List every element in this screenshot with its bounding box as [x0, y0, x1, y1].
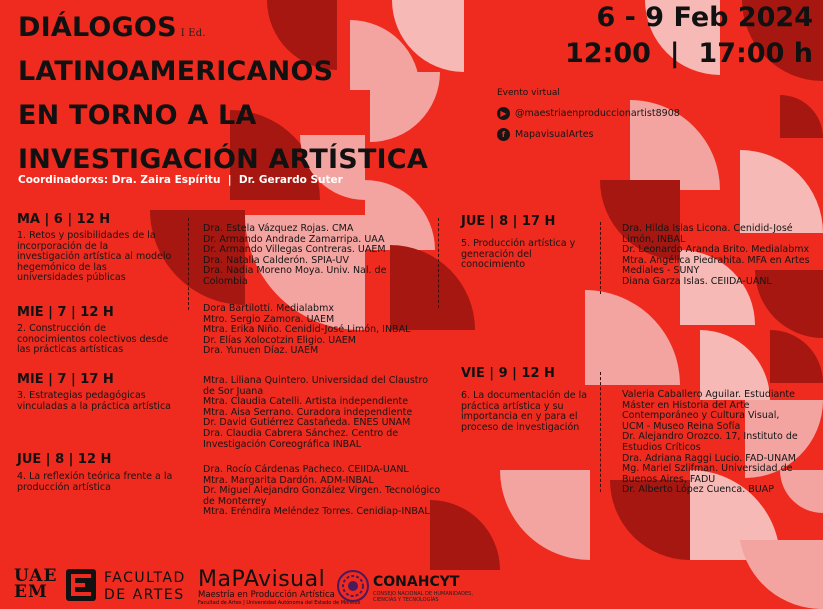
divider — [600, 222, 601, 294]
conahcyt-logo — [337, 570, 473, 606]
speaker: Dr. Armando Villegas Contreras. UAEM — [203, 244, 386, 256]
divider — [438, 218, 439, 308]
desc-line: 6. La documentación de la — [461, 390, 588, 401]
desc-line: práctica artística y su — [461, 400, 564, 412]
coordinators: Coordinadorxs: Dra. Zaira Espíritu | Dr. Gerardo Suter — [18, 174, 343, 186]
speaker: Mtra. Margarita Dardón. ADM-INBAL — [203, 474, 374, 486]
desc-line: 5. Producción artística y — [461, 238, 576, 249]
speaker: Dra. Rocío Cárdenas Pacheco. CEIIDA-UANL — [203, 464, 409, 475]
session-description — [17, 472, 197, 493]
desc-line: conocimientos colectivos desde — [17, 333, 169, 345]
facebook-icon: f — [497, 128, 510, 141]
virtual-event-label: Evento virtual — [497, 88, 560, 98]
desc-line: 3. Estrategias pedagógicas — [17, 390, 146, 401]
session-2-speakers — [203, 304, 410, 357]
speaker: Buenos Aires, FADU — [622, 473, 716, 485]
speaker: Mg. Mariel Szlifman. Universidad de — [622, 463, 793, 475]
edition-label: I Ed. — [180, 28, 206, 39]
desc-line: 2. Construcción de — [17, 323, 106, 334]
session-1-speakers — [203, 224, 386, 288]
mapavisual-logo — [198, 567, 360, 606]
mapa-logo-name: MaPAvisual — [198, 567, 326, 592]
desc-line: generación del conocimiento — [461, 248, 532, 270]
speaker: Dr. David Gutiérrez Castañeda. ENES UNAM — [203, 417, 411, 429]
desc-line: vinculadas a la práctica artística — [17, 400, 171, 412]
speaker: Dra. Claudia Cabrera Sánchez. Centro de — [203, 427, 399, 439]
desc-line: investigación artística al modelo — [17, 251, 172, 262]
session-2 — [17, 305, 197, 356]
speaker: UCM - Museo Reina Sofía — [622, 420, 741, 432]
uaem-logo — [14, 568, 57, 600]
conahcyt-logo-caption: CONSEJO NACIONAL DE HUMANIDADES, CIENCIAS Y TECNOLOGÍAS — [373, 591, 473, 603]
facultad-logo-line: FACULTAD — [104, 570, 186, 586]
facultad-artes-logo — [104, 570, 186, 604]
speaker: Dr. Elías Xolocotzin Eligio. UAEM — [203, 334, 356, 346]
speaker: Colombia — [203, 275, 248, 287]
speaker: Diana Garza Islas. CEIIDA-UANL — [622, 275, 772, 287]
desc-line: importancia en y para el — [461, 411, 578, 422]
session-description — [17, 391, 197, 412]
session-description — [461, 391, 596, 433]
title-line-1: DIÁLOGOS — [18, 12, 177, 43]
desc-line: proceso de investigación — [461, 421, 580, 433]
desc-line: las prácticas artísticas — [17, 344, 124, 355]
conahcyt-emblem-icon — [337, 570, 369, 602]
speaker: Mtra. Erika Niño. Cenidid-José Limón, INBAL — [203, 324, 411, 336]
session-title: MA | 6 | 12 H — [17, 212, 111, 227]
conahcyt-logo-name: CONAHCYT — [373, 574, 460, 590]
event-dates — [565, 0, 813, 72]
session-6-speakers — [622, 390, 798, 496]
speaker: Dra. Natalia Calderón. SPIA-UV — [203, 254, 349, 266]
youtube-icon: ▶ — [497, 107, 510, 120]
desc-line: hegemónico de las — [17, 261, 107, 273]
speaker: Mtro. Sergio Zamora. UAEM — [203, 313, 335, 325]
speaker: Investigación Coreográfica INBAL — [203, 438, 361, 450]
speaker: Limón, INBAL — [622, 233, 686, 245]
speaker: Mtra. Eréndira Meléndez Torres. Cenidiap-INBAL — [203, 506, 430, 518]
desc-line: 4. La reflexión teórica frente a la — [17, 471, 173, 482]
speaker: Dr. Alejandro Orozco. 17, Instituto de — [622, 431, 798, 443]
speaker: Dra. Hilda Islas Licona. Cenidid-José — [622, 223, 793, 234]
youtube-handle: @maestriaenproduccionartist8908 — [515, 108, 680, 119]
mapa-logo-subtitle: Maestría en Producción Artística — [198, 590, 335, 600]
youtube-link[interactable] — [497, 107, 680, 120]
divider — [600, 372, 601, 492]
speaker: Mediales - SUNY — [622, 265, 700, 277]
speaker: Mtra. Claudia Catelli. Artista independiente — [203, 396, 409, 408]
title-line-2: LATINOAMERICANOS — [18, 56, 334, 87]
facebook-link[interactable] — [497, 128, 594, 141]
session-4 — [17, 452, 197, 493]
facebook-handle: MapavisualArtes — [515, 129, 594, 140]
speaker: Mtra. Angélica Piedrahita. MFA en Artes — [622, 254, 810, 266]
facultad-artes-mark-icon — [66, 569, 96, 601]
session-description — [17, 324, 197, 356]
speaker: Contemporáneo y Cultura Visual, — [622, 410, 780, 422]
speaker: Mtra. Aisa Serrano. Curadora independiente — [203, 406, 413, 418]
session-description — [17, 231, 192, 284]
session-title: JUE | 8 | 17 H — [461, 214, 556, 229]
mapa-logo-caption: Facultad de Artes | Universidad Autónoma del Estado de Morelos — [198, 600, 361, 606]
speaker: Valeria Caballero Aguilar. Estudiante — [622, 389, 795, 400]
event-title — [18, 6, 428, 182]
session-6 — [461, 366, 596, 433]
speaker: Dr. Armando Andrade Zamarripa. UAA — [203, 233, 385, 245]
speaker: Mtra. Liliana Quintero. Universidad del Claustro — [203, 375, 429, 386]
session-title: VIE | 9 | 12 H — [461, 366, 555, 381]
uaem-logo-line: EM — [14, 582, 48, 602]
speaker: Dr. Miguel Alejandro González Virgen. Tecnológico — [203, 485, 441, 497]
speaker: Estudios Críticos — [622, 441, 701, 453]
speaker: Dra. Estela Vázquez Rojas. CMA — [203, 223, 354, 234]
session-title: MIE | 7 | 17 H — [17, 372, 114, 387]
desc-line: incorporación de la — [17, 240, 109, 252]
speaker: de Sor Juana — [203, 385, 264, 397]
speaker: Dr. Alberto López Cuenca. BUAP — [622, 484, 774, 496]
session-3-speakers — [203, 376, 428, 450]
desc-line: producción artística — [17, 481, 111, 493]
session-5-speakers — [622, 224, 810, 288]
speaker: Dr. Leonardo Aranda Brito. Medialabmx — [622, 244, 810, 256]
speaker: Dora Bartilotti. Medialabmx — [203, 303, 334, 314]
desc-line: 1. Retos y posibilidades de la — [17, 230, 156, 241]
speaker: Dra. Yunuen Díaz. UAEM — [203, 345, 319, 357]
session-description — [461, 239, 596, 271]
session-4-speakers — [203, 465, 440, 518]
speaker: de Monterrey — [203, 495, 267, 507]
session-title: MIE | 7 | 12 H — [17, 305, 114, 320]
desc-line: universidades públicas — [17, 272, 126, 283]
title-line-4: INVESTIGACIÓN ARTÍSTICA — [18, 144, 428, 175]
uaem-logo-line: UAE — [14, 566, 58, 586]
speaker: Dra. Nadia Moreno Moya. Univ. Nal. de — [203, 265, 387, 277]
date-range: 6 - 9 Feb 2024 — [596, 2, 813, 33]
title-line-3: EN TORNO A LA — [18, 100, 257, 131]
session-1 — [17, 212, 192, 284]
session-3 — [17, 372, 197, 412]
speaker: Máster en Historia del Arte — [622, 399, 750, 411]
time-range: 12:00 | 17:00 h — [565, 38, 813, 69]
facultad-logo-line: DE ARTES — [104, 587, 185, 603]
speaker: Dra. Adriana Raggi Lucio. FAD-UNAM — [622, 452, 796, 464]
session-5 — [461, 214, 596, 271]
session-title: JUE | 8 | 12 H — [17, 452, 112, 467]
